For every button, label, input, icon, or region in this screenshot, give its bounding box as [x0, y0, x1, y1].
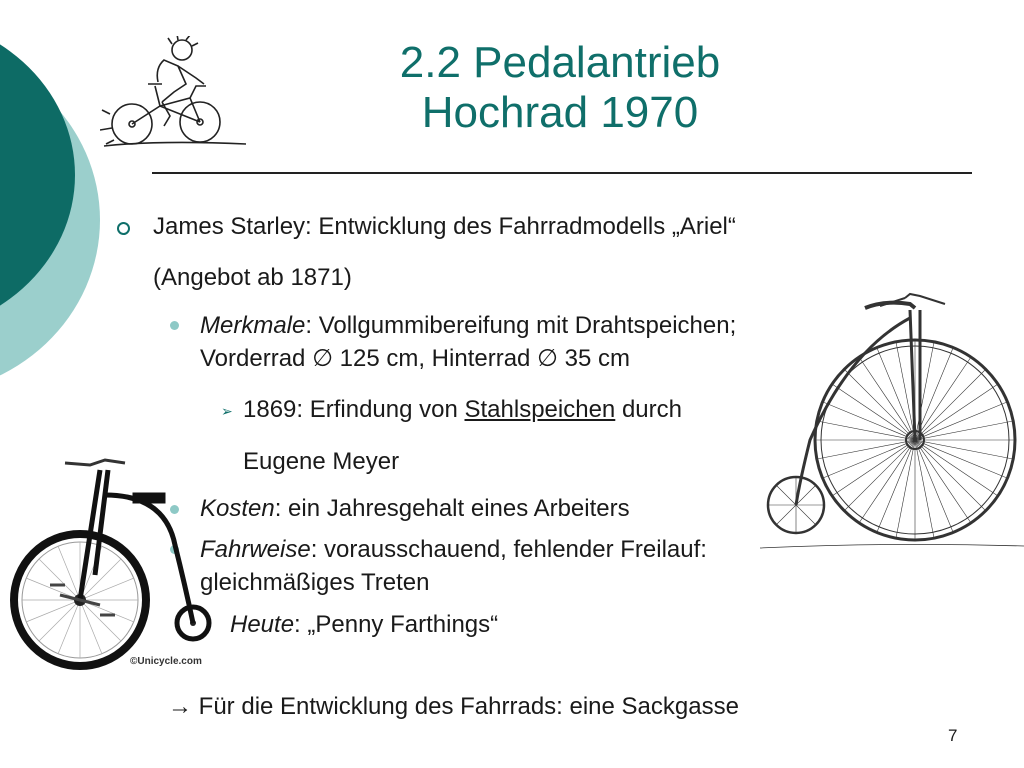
arrow-bullet-icon: ➢: [221, 403, 233, 419]
title-underline: [152, 172, 972, 174]
kosten-label: Kosten: [200, 495, 275, 522]
merkmale-label: Merkmale: [200, 312, 306, 339]
bullet-fahrweise-cont: gleichmäßiges Treten: [200, 569, 430, 596]
bullet-starley-cont: (Angebot ab 1871): [153, 264, 352, 291]
bullet-starley: James Starley: Entwicklung des Fahrradmodells „Ariel“: [153, 213, 736, 240]
title-line-2: Hochrad 1970: [421, 88, 699, 137]
merkmale-text: : Vollgummibereifung mit Drahtspeichen;: [305, 312, 737, 339]
heute-label: Heute: [230, 611, 295, 638]
bullet-merkmale: [200, 311, 736, 341]
sub-post: durch: [615, 396, 682, 423]
modern-penny-farthing-image: [5, 455, 220, 670]
bullet-dot-icon: [170, 321, 179, 330]
penny-farthing-drawing: [760, 290, 1024, 555]
fahrweise-text: : vorausschauend, fehlender Freilauf:: [310, 536, 707, 563]
slide-title: [300, 38, 820, 138]
photo-credit: ©Unicycle.com: [130, 656, 202, 667]
bullet-merkmale-cont: Vorderrad ∅ 125 cm, Hinterrad ∅ 35 cm: [200, 345, 630, 372]
sub-pre: 1869: Erfindung von: [243, 396, 465, 423]
heute-text: : „Penny Farthings“: [294, 611, 499, 638]
conclusion: [168, 692, 739, 722]
title-line-1: 2.2 Pedalantrieb: [399, 38, 721, 87]
cartoon-cyclist-image: [100, 36, 250, 156]
bullet-stahlspeichen: [243, 395, 682, 425]
bullet-stahlspeichen-cont: Eugene Meyer: [243, 448, 400, 475]
line-heute: [230, 610, 498, 640]
conclusion-text: Für die Entwicklung des Fahrrads: eine Sackgasse: [198, 693, 739, 720]
fahrweise-label: Fahrweise: [200, 536, 311, 563]
page-number: 7: [948, 726, 958, 745]
arrow-right-icon: →: [168, 693, 192, 720]
kosten-text: : ein Jahresgehalt eines Arbeiters: [274, 495, 630, 522]
bullet-fahrweise: [200, 535, 707, 565]
bullet-kosten: [200, 494, 630, 524]
stahlspeichen-link[interactable]: Stahlspeichen: [464, 396, 616, 423]
bullet-circle-icon: [117, 222, 130, 235]
